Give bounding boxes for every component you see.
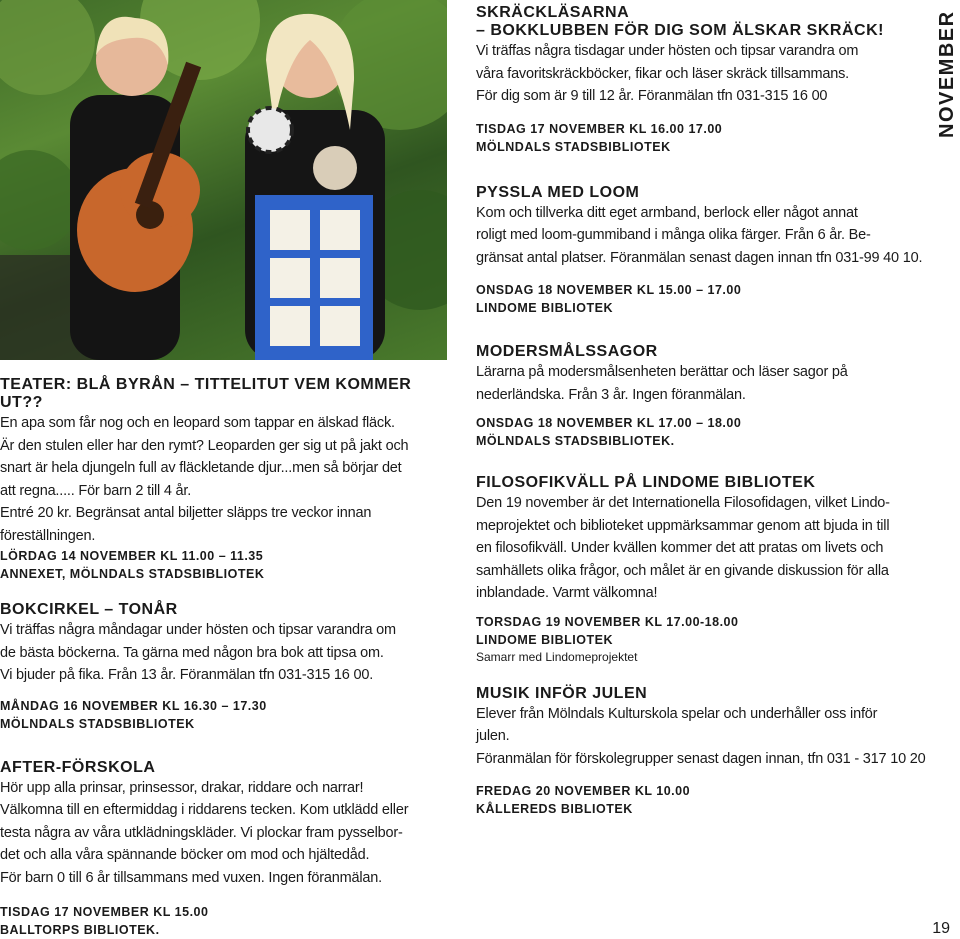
event-when: TISDAG 17 NOVEMBER KL 16.00 17.00 [476,120,931,138]
event-body-line: meprojektet och biblioteket uppmärksammar genom att bjuda in till [476,515,931,538]
event-where: MÖLNDALS STADSBIBLIOTEK [0,715,445,733]
event-body-line: Den 19 november är det Internationella Filosofidagen, vilket Lindo- [476,492,931,515]
event-bokcirkel [0,601,445,733]
event-title: BOKCIRKEL – TONÅR [0,601,445,619]
event-body-line: Kom och tillverka ditt eget armband, berlock eller något annat [476,202,931,225]
event-title: MUSIK INFÖR JULEN [476,685,931,703]
event-body-line: de bästa böckerna. Ta gärna med någon bra bok att tipsa om. [0,642,445,665]
photo-illustration [0,0,447,360]
event-body-line: en filosofikväll. Under kvällen kommer det att pratas om livets och [476,537,931,560]
event-when: ONSDAG 18 NOVEMBER KL 15.00 – 17.00 [476,281,931,299]
event-where: MÖLNDALS STADSBIBLIOTEK. [476,432,931,450]
event-body-line: För barn 0 till 6 år tillsammans med vuxen. Ingen föranmälan. [0,867,445,890]
event-modersmalssagor [476,343,931,450]
event-body-line: nederländska. Från 3 år. Ingen föranmälan. [476,384,931,407]
event-body-line: Elever från Mölndals Kulturskola spelar och underhåller oss inför [476,703,931,726]
event-title: SKRÄCKLÄSARNA [476,4,931,22]
event-skracklasarna [476,4,931,156]
event-after-forskola [0,759,445,939]
event-body-line: det och alla våra spännande böcker om mod och hjältedåd. [0,844,445,867]
event-body-line: Vi bjuder på fika. Från 13 år. Föranmälan tfn 031-315 16 00. [0,664,445,687]
event-title: FILOSOFIKVÄLL PÅ LINDOME BIBLIOTEK [476,474,931,492]
event-where: LINDOME BIBLIOTEK [476,299,931,317]
event-when: TISDAG 17 NOVEMBER KL 15.00 [0,903,445,921]
event-body-line: samhällets olika frågor, och målet är en givande diskussion för alla [476,560,931,583]
event-pyssla-med-loom [476,184,931,318]
event-body-line: julen. [476,725,931,748]
event-body-line: snart är hela djungeln full av fläckletande djur...men så börjar det [0,457,445,480]
event-title: MODERSMÅLSSAGOR [476,343,931,361]
event-body-line: En apa som får nog och en leopard som tappar en älskad fläck. [0,412,445,435]
event-title: AFTER-FÖRSKOLA [0,759,445,777]
event-photo [0,0,447,360]
event-body-line: Välkomna till en eftermiddag i riddarens tecken. Kom utklädd eller [0,799,445,822]
event-when: FREDAG 20 NOVEMBER KL 10.00 [476,782,931,800]
page-number: 19 [932,920,950,938]
event-when: TORSDAG 19 NOVEMBER KL 17.00-18.00 [476,613,931,631]
event-body-line: att regna..... För barn 2 till 4 år. [0,480,445,503]
event-body-line: inblandade. Varmt välkomna! [476,582,931,605]
event-when: LÖRDAG 14 NOVEMBER KL 11.00 – 11.35 [0,547,445,565]
event-title: PYSSLA MED LOOM [476,184,931,202]
event-body-line: gränsat antal platser. Föranmälan senast dagen innan tfn 031-99 40 10. [476,247,931,270]
event-body-line: Lärarna på modersmålsenheten berättar och läser sagor på [476,361,931,384]
event-where: BALLTORPS BIBLIOTEK. [0,921,445,939]
event-body-line: Vi träffas några tisdagar under hösten och tipsar varandra om [476,40,931,63]
event-body-line: Föranmälan för förskolegrupper senast dagen innan, tfn 031 - 317 10 20 [476,748,931,771]
event-musik-infor-julen [476,685,931,819]
event-where: LINDOME BIBLIOTEK [476,631,931,649]
event-title: TEATER: BLÅ BYRÅN – TITTELITUT VEM KOMMER UT?? [0,376,445,412]
right-column [476,4,931,818]
event-where: ANNEXET, MÖLNDALS STADSBIBLIOTEK [0,565,445,583]
event-teater [0,376,445,583]
month-label: NOVEMBER [936,8,960,138]
event-body-line: Entré 20 kr. Begränsat antal biljetter släpps tre veckor innan [0,502,445,525]
event-body-line: roligt med loom-gummiband i många olika färger. Från 6 år. Be- [476,224,931,247]
event-body-line: Vi träffas några måndagar under hösten och tipsar varandra om [0,619,445,642]
event-body-line: testa några av våra utklädningskläder. Vi plockar fram pysselbor- [0,822,445,845]
event-body-line: våra favoritskräckböcker, fikar och läser skräck tillsammans. [476,63,931,86]
event-body-line: För dig som är 9 till 12 år. Föranmälan tfn 031-315 16 00 [476,85,931,108]
event-body-line: Hör upp alla prinsar, prinsessor, drakar, riddare och narrar! [0,777,445,800]
left-column [0,376,445,939]
event-where: KÅLLEREDS BIBLIOTEK [476,800,931,818]
event-body-line: Är den stulen eller har den rymt? Leoparden ger sig ut på jakt och [0,435,445,458]
event-note: Samarr med Lindomeprojektet [476,649,931,665]
event-when: ONSDAG 18 NOVEMBER KL 17.00 – 18.00 [476,414,931,432]
event-filosofikvall [476,474,931,665]
event-where: MÖLNDALS STADSBIBLIOTEK [476,138,931,156]
event-subtitle: – BOKKLUBBEN FÖR DIG SOM ÄLSKAR SKRÄCK! [476,22,931,40]
event-when: MÅNDAG 16 NOVEMBER KL 16.30 – 17.30 [0,697,445,715]
event-body-line: föreställningen. [0,525,445,548]
